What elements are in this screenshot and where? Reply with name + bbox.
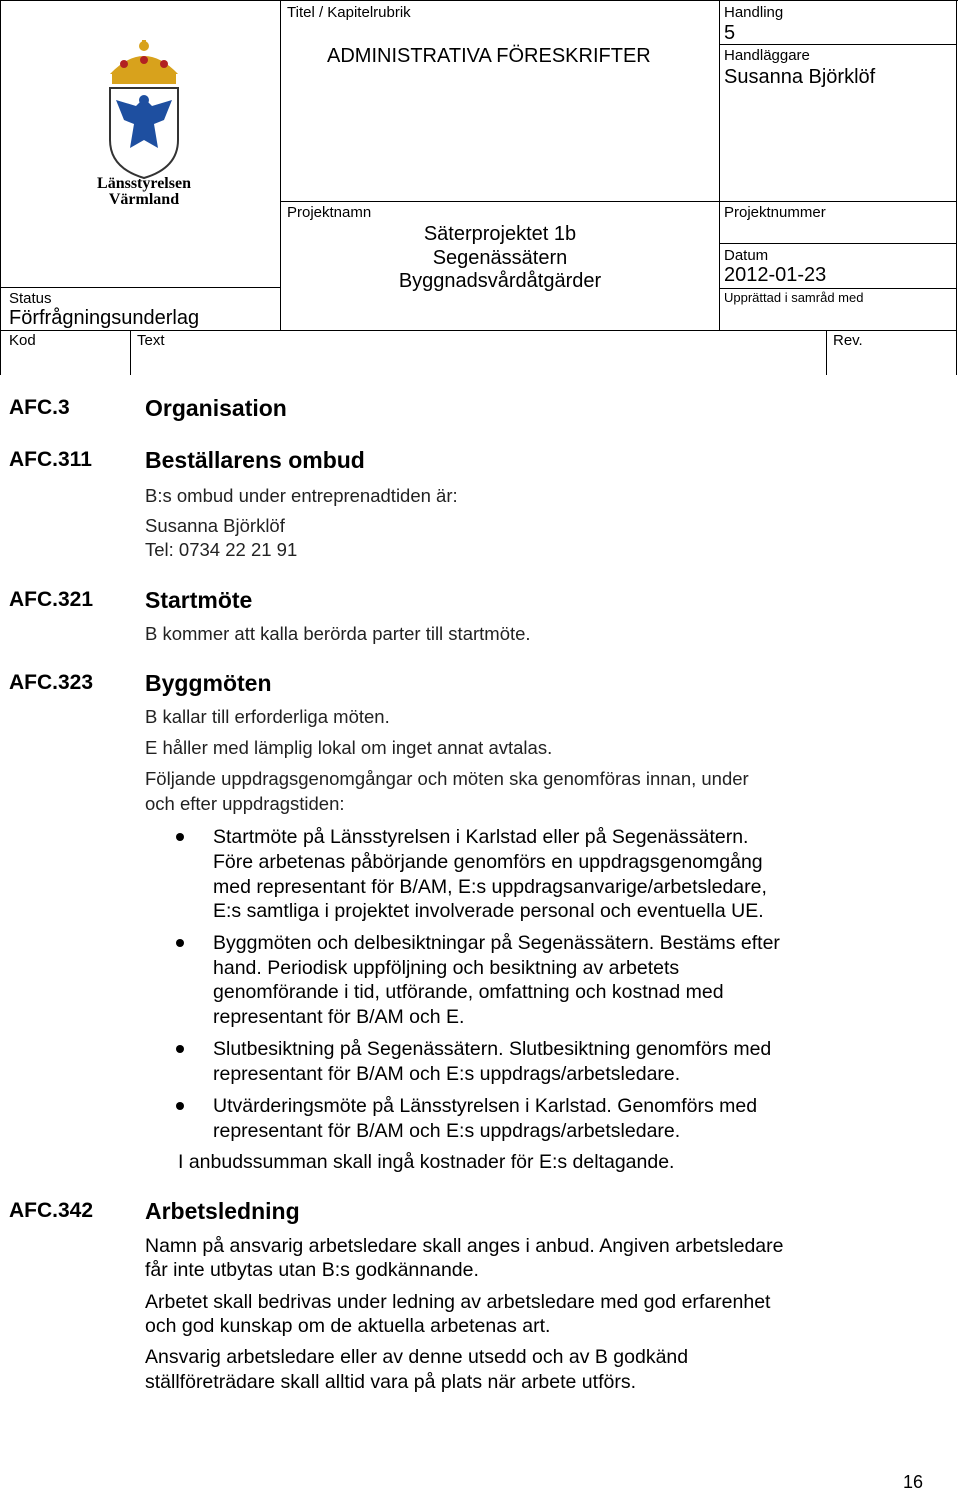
lansstyrelsen-logo (80, 40, 210, 210)
bullet-line: Byggmöten och delbesiktningar på Segenässätern. Bestäms efter (213, 932, 780, 954)
projektnamn-line: Säterprojektet 1b (423, 223, 577, 245)
bullet-dot (176, 833, 184, 841)
bullet-line: hand. Periodisk uppföljning och besiktning av arbetets (213, 957, 680, 979)
bullet-line: representant för B/AM och E:s uppdrags/arbetsledare. (213, 1120, 681, 1142)
bullet-line: Startmöte på Länsstyrelsen i Karlstad eller på Segenässätern. (213, 826, 749, 848)
datum-label: Datum (724, 247, 769, 264)
body-text: B kallar till erforderliga möten. (145, 706, 390, 727)
bullet-dot (176, 1102, 184, 1110)
handlaggare-value: Susanna Björklöf (724, 66, 876, 88)
section-code: AFC.3 (9, 396, 70, 419)
body-text: och efter uppdragstiden: (145, 793, 345, 814)
projektnamn-label: Projektnamn (287, 204, 372, 221)
title-label: Titel / Kapitelrubrik (287, 4, 411, 21)
kod-label: Kod (9, 332, 36, 349)
section-heading: Organisation (145, 395, 287, 421)
body-text: E håller med lämplig lokal om inget annat avtalas. (145, 737, 553, 758)
body-text: Följande uppdragsgenomgångar och möten ska genomföras innan, under (145, 768, 749, 789)
upprattad-label: Upprättad i samråd med (724, 290, 864, 305)
bullet-line: representant för B/AM och E:s uppdrags/arbetsledare. (213, 1063, 681, 1085)
projektnummer-label: Projektnummer (724, 204, 826, 221)
body-text: B:s ombud under entreprenadtiden är: (145, 485, 458, 506)
bullet-dot (176, 1045, 184, 1053)
status-value: Förfrågningsunderlag (9, 307, 200, 329)
body-text: Namn på ansvarig arbetsledare skall anges i anbud. Angiven arbetsledare (145, 1235, 784, 1257)
section-heading: Arbetsledning (145, 1198, 300, 1224)
body-text: ställföreträdare skall alltid vara på plats när arbete utförs. (145, 1371, 636, 1393)
handlaggare-label: Handläggare (724, 47, 810, 64)
body-text: får inte utbytas utan B:s godkännande. (145, 1259, 479, 1281)
bullet-line: Slutbesiktning på Segenässätern. Slutbesiktning genomförs med (213, 1038, 772, 1060)
handling-value: 5 (724, 22, 736, 44)
projektnamn-line: Segenässätern (432, 247, 568, 269)
rev-label: Rev. (833, 332, 863, 349)
bullet-line: Före arbetenas påbörjande genomförs en uppdragsgenomgång (213, 851, 763, 873)
status-label: Status (9, 290, 52, 307)
section-heading: Startmöte (145, 587, 253, 613)
bullet-line: genomförande i tid, utförande, omfattning och kostnad med (213, 981, 724, 1003)
bullet-line: representant för B/AM och E. (213, 1006, 465, 1028)
body-text: Susanna Björklöf (145, 515, 285, 536)
document-title: ADMINISTRATIVA FÖRESKRIFTER (327, 45, 651, 67)
body-text: B kommer att kalla berörda parter till startmöte. (145, 623, 531, 644)
body-text: I anbudssumman skall ingå kostnader för E:s deltagande. (178, 1151, 675, 1173)
bullet-line: med representant för B/AM, E:s uppdragsanvarige/arbetsledare, (213, 876, 767, 898)
body-text: och god kunskap om de aktuella arbetenas art. (145, 1315, 551, 1337)
section-code: AFC.323 (9, 671, 94, 694)
section-code: AFC.342 (9, 1199, 94, 1222)
bullet-dot (176, 939, 184, 947)
section-heading: Beställarens ombud (145, 447, 365, 473)
bullet-line: Utvärderingsmöte på Länsstyrelsen i Karlstad. Genomförs med (213, 1095, 758, 1117)
datum-value: 2012-01-23 (724, 264, 827, 286)
body-text: Tel: 0734 22 21 91 (145, 539, 298, 560)
handling-label: Handling (724, 4, 784, 21)
body-text: Ansvarig arbetsledare eller av denne utsedd och av B godkänd (145, 1346, 689, 1368)
section-code: AFC.321 (9, 588, 94, 611)
svg-text:Länsstyrelsen: Länsstyrelsen (97, 175, 191, 192)
body-text: Arbetet skall bedrivas under ledning av arbetsledare med god erfarenhet (145, 1291, 771, 1313)
page-number: 16 (903, 1472, 924, 1492)
bullet-line: E:s samtliga i projektet involverade personal och eventuella UE. (213, 900, 764, 922)
text-label: Text (137, 332, 165, 349)
section-heading: Byggmöten (145, 670, 272, 696)
svg-text:Värmland: Värmland (108, 191, 180, 208)
section-code: AFC.311 (9, 448, 92, 471)
projektnamn-line: Byggnadsvårdåtgärder (398, 270, 602, 292)
